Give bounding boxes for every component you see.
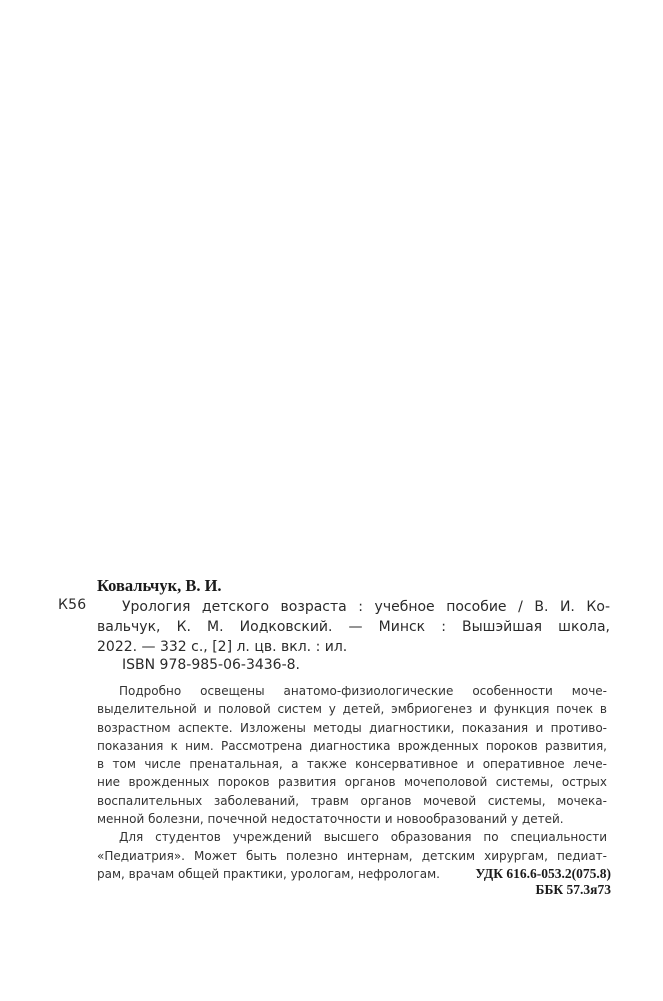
annotation-line: ние врожденных пороков развития органов мочеполовой системы, острых	[97, 775, 607, 790]
bibliographic-description	[97, 597, 610, 657]
annotation-line: воспалительных заболеваний, травм органов мочевой системы, мочека-	[97, 793, 607, 808]
udc-index: УДК 616.6-053.2(075.8)	[475, 866, 611, 881]
isbn: ISBN 978-985-06-3436-8.	[122, 657, 300, 673]
author-heading: Ковальчук, В. И.	[97, 576, 222, 595]
biblio-line: Урология детского возраста : учебное пособие / В. И. Ко-	[122, 599, 610, 615]
annotation-line: Подробно освещены анатомо-физиологические особенности моче-	[119, 684, 607, 698]
classification-indices	[475, 866, 611, 898]
bbk-index: ББК 57.3я73	[535, 882, 611, 897]
annotation-line: возрастном аспекте. Изложены методы диагностики, показания и противо-	[97, 720, 607, 735]
annotation-line: Для студентов учреждений высшего образования по специальности	[119, 830, 607, 845]
annotation-line: «Педиатрия». Может быть полезно интернам, детским хирургам, педиат-	[97, 848, 607, 863]
author-mark-code: К56	[58, 597, 87, 613]
biblio-line: вальчук, К. М. Иодковский. — Минск : Вышэйшая школа,	[97, 619, 610, 635]
annotation-text	[97, 682, 607, 883]
annotation-line: в том числе пренатальная, а также консервативное и оперативное лече-	[97, 757, 607, 772]
annotation-line: выделительной и половой систем у детей, эмбриогенез и функция почек в	[97, 702, 607, 717]
annotation-line: рам, врачам общей практики, урологам, нефрологам.	[97, 866, 440, 881]
annotation-line: менной болезни, почечной недостаточности и новообразований у детей.	[97, 812, 564, 827]
annotation-line: показания к ним. Рассмотрена диагностика врожденных пороков развития,	[97, 738, 607, 753]
biblio-line: 2022. — 332 с., [2] л. цв. вкл. : ил.	[97, 639, 348, 655]
